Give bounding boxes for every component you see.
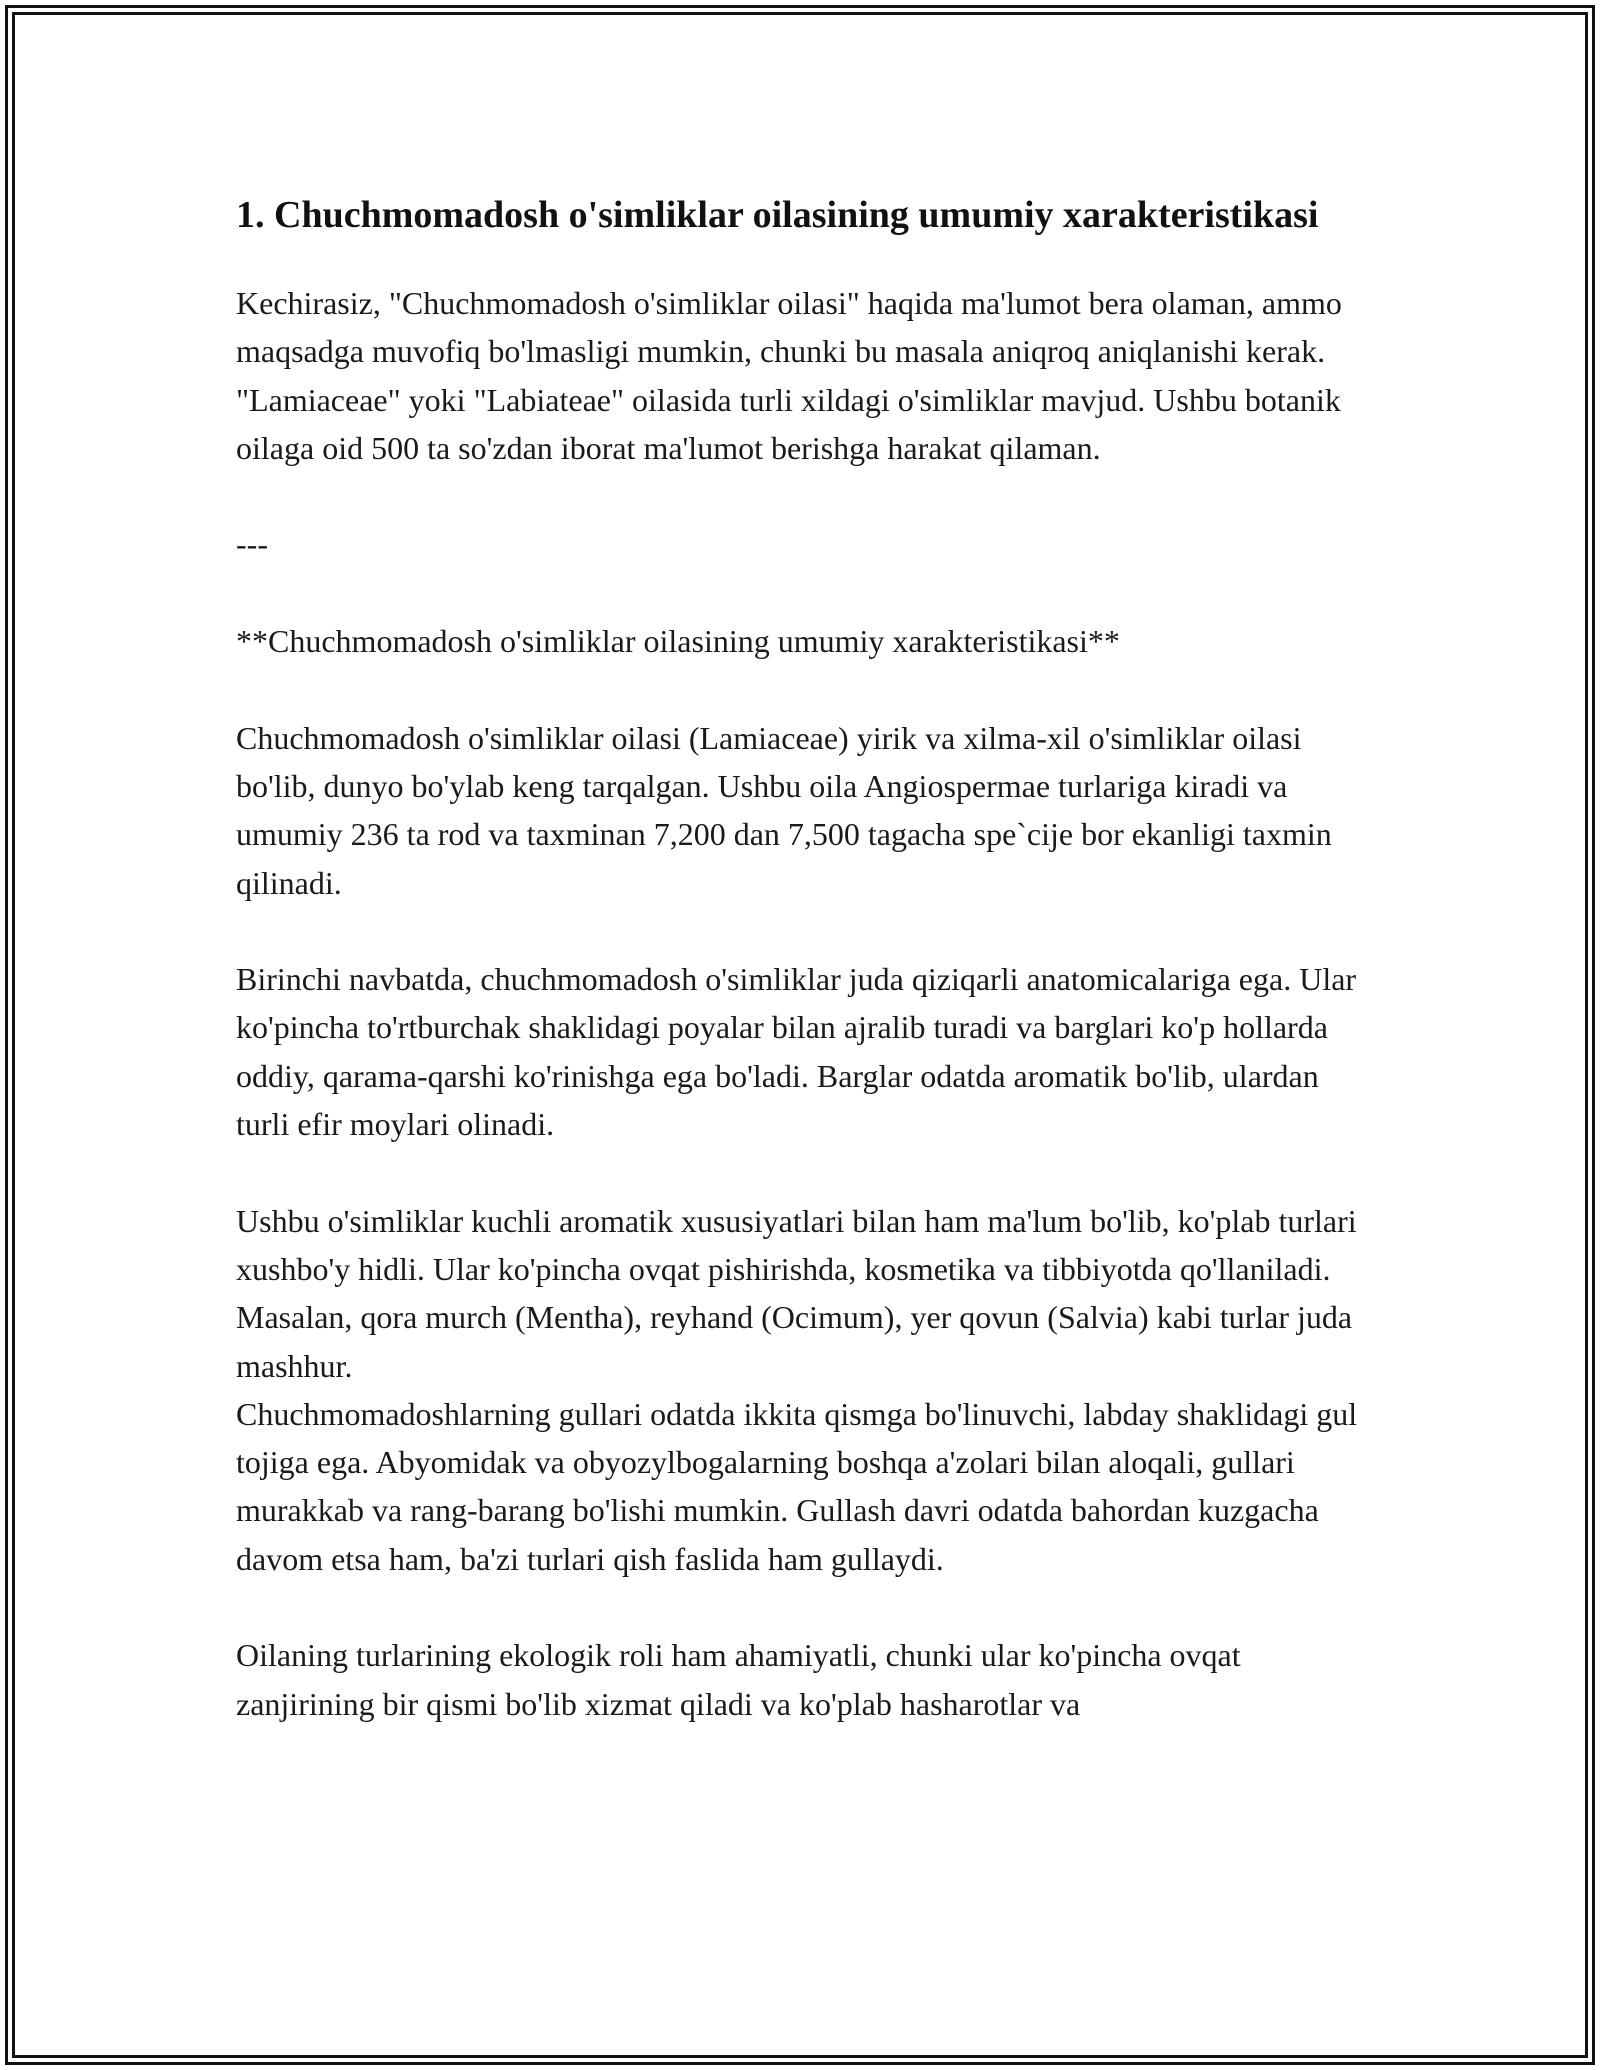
document-body xyxy=(236,180,1376,1776)
paragraph-separator: --- xyxy=(236,526,268,563)
paragraph-intro: Kechirasiz, "Chuchmomadosh o'simliklar oilasi" haqida ma'lumot bera olaman, ammo maqsadga muvofiq bo'lmasligi mumkin, chunki bu masala aniqroq aniqlanishi kerak. "Lamiaceae" yoki "Labiateae" oilasida turli xildagi o'simliklar mavjud. Ushbu botanik oilaga oid 500 ta so'zdan iborat ma'lumot berishga harakat qilaman. xyxy=(236,285,1342,466)
paragraph-heading-markdown: **Chuchmomadosh o'simliklar oilasining umumiy xarakteristikasi** xyxy=(236,623,1120,660)
paragraph-flowers: Chuchmomadoshlarning gullari odatda ikkita qismga bo'linuvchi, labday shaklidagi gul tojiga ega. Abyomidak va obyozylbogalarning boshqa a'zolari bilan aloqali, gullari murakkab va rang-barang bo'lishi mumkin. Gullash davri odatda bahordan kuzgacha davom etsa ham, ba'zi turlari qish faslida ham gullaydi. xyxy=(236,1395,1358,1577)
paragraph-ecology: Oilaning turlarining ekologik roli ham ahamiyatli, chunki ular ko'pincha ovqat zanjirining bir qismi bo'lib xizmat qiladi va ko'plab hasharotlar va xyxy=(236,1637,1241,1722)
document-title: 1. Chuchmomadosh o'simliklar oilasining umumiy xarakteristikasi xyxy=(236,194,1319,236)
paragraph-anatomy: Birinchi navbatda, chuchmomadosh o'simliklar juda qiziqarli anatomicalariga ega. Ular ko'pincha to'rtburchak shaklidagi poyalar bilan ajralib turadi va barglari ko'p hollarda oddiy, qarama-qarshi ko'rinishga ega bo'ladi. Barglar odatda aromatik bo'lib, ulardan turli efir moylari olinadi. xyxy=(236,961,1357,1143)
paragraph-aromatic: Ushbu o'simliklar kuchli aromatik xususiyatlari bilan ham ma'lum bo'lib, ko'plab turlari xushbo'y hidli. Ular ko'pincha ovqat pishirishda, kosmetika va tibbiyotda qo'llaniladi. Masalan, qora murch (Mentha), reyhand (Ocimum), yer qovun (Salvia) kabi turlar juda mashhur. xyxy=(236,1202,1357,1384)
paragraph-overview: Chuchmomadosh o'simliklar oilasi (Lamiaceae) yirik va xilma-xil o'simliklar oilasi bo'lib, dunyo bo'ylab keng tarqalgan. Ushbu oila Angiospermae turlariga kiradi va umumiy 236 ta rod va taxminan 7,200 dan 7,500 tagacha spe`cije bor ekanligi taxmin qilinadi. xyxy=(236,719,1332,901)
